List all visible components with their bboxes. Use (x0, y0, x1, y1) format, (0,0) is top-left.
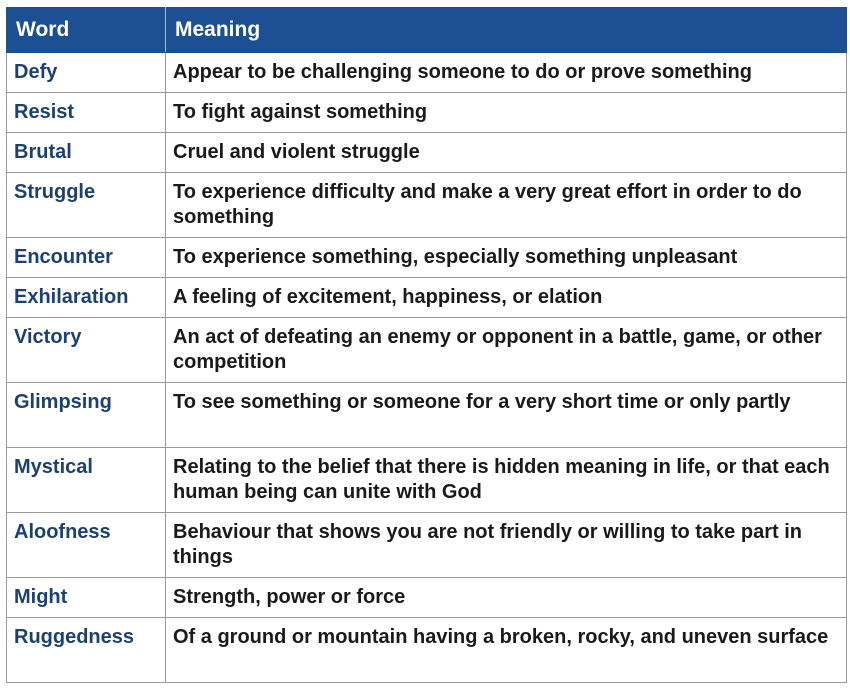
table-row (7, 318, 847, 383)
meaning-cell: To experience difficulty and make a very great effort in order to do something (166, 173, 847, 238)
table-row (7, 93, 847, 133)
word-cell: Ruggedness (7, 618, 166, 683)
meaning-cell: Behaviour that shows you are not friendly or willing to take part in things (166, 513, 847, 578)
word-cell: Encounter (7, 238, 166, 278)
word-cell: Resist (7, 93, 166, 133)
meaning-cell: Appear to be challenging someone to do or prove something (166, 53, 847, 93)
meaning-cell: Relating to the belief that there is hidden meaning in life, or that each human being can unite with God (166, 448, 847, 513)
word-cell: Mystical (7, 448, 166, 513)
word-cell: Brutal (7, 133, 166, 173)
word-cell: Struggle (7, 173, 166, 238)
table-body (7, 53, 847, 683)
table-row (7, 133, 847, 173)
table-row (7, 448, 847, 513)
table-row (7, 173, 847, 238)
header-word: Word (7, 8, 166, 53)
word-cell: Exhilaration (7, 278, 166, 318)
header-row (7, 8, 847, 53)
meaning-cell: A feeling of excitement, happiness, or elation (166, 278, 847, 318)
meaning-cell: To experience something, especially something unpleasant (166, 238, 847, 278)
header-meaning: Meaning (166, 8, 847, 53)
word-cell: Aloofness (7, 513, 166, 578)
meaning-cell: An act of defeating an enemy or opponent in a battle, game, or other competition (166, 318, 847, 383)
table-row (7, 53, 847, 93)
meaning-cell: Cruel and violent struggle (166, 133, 847, 173)
meaning-cell: Strength, power or force (166, 578, 847, 618)
table-row (7, 278, 847, 318)
meaning-cell: Of a ground or mountain having a broken, rocky, and uneven surface (166, 618, 847, 683)
table-row (7, 513, 847, 578)
word-cell: Glimpsing (7, 383, 166, 448)
word-cell: Victory (7, 318, 166, 383)
word-cell: Defy (7, 53, 166, 93)
table-row (7, 578, 847, 618)
vocabulary-table (6, 7, 847, 683)
table-header (7, 8, 847, 53)
meaning-cell: To fight against something (166, 93, 847, 133)
word-cell: Might (7, 578, 166, 618)
table-row (7, 618, 847, 683)
table-row (7, 238, 847, 278)
table-row (7, 383, 847, 448)
meaning-cell: To see something or someone for a very short time or only partly (166, 383, 847, 448)
